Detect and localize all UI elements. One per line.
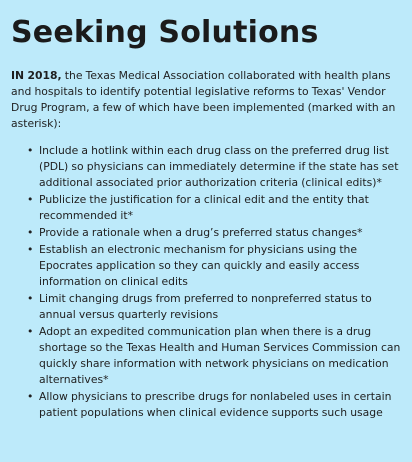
reform-list	[11, 143, 402, 421]
panel-title: Seeking Solutions	[11, 15, 319, 50]
intro-lead: IN 2018,	[11, 69, 62, 82]
intro-text: the Texas Medical Association collaborated with health plans and hospitals to identify potential legislative reforms to Texas' Vendor Drug Program, a few of which have been implemented (marked with an asterisk):	[11, 69, 396, 130]
list-item	[27, 324, 402, 388]
bullet-icon: •	[27, 193, 34, 206]
list-item-text: Publicize the justification for a clinical edit and the entity that recommended it*	[39, 193, 369, 222]
list-item-text: Adopt an expedited communication plan when there is a drug shortage so the Texas Health and Human Services Commission can quickly share information with network physicians on medication alternatives*	[39, 325, 401, 386]
list-item	[27, 192, 402, 224]
list-item	[27, 389, 402, 421]
list-item	[27, 291, 402, 323]
list-item-text: Establish an electronic mechanism for physicians using the Epocrates application so they can quickly and easily access information on clinical edits	[39, 243, 360, 288]
bullet-icon: •	[27, 390, 34, 403]
intro-paragraph	[11, 68, 402, 132]
bullet-icon: •	[27, 144, 34, 157]
bullet-icon: •	[27, 243, 34, 256]
list-item-text: Provide a rationale when a drug’s preferred status changes*	[39, 226, 363, 239]
bullet-icon: •	[27, 292, 34, 305]
list-item	[27, 143, 402, 191]
list-item	[27, 242, 402, 290]
list-item	[27, 225, 402, 241]
list-item-text: Limit changing drugs from preferred to nonpreferred status to annual versus quarterly revisions	[39, 292, 372, 321]
bullet-icon: •	[27, 325, 34, 338]
bullet-icon: •	[27, 226, 34, 239]
list-item-text: Include a hotlink within each drug class on the preferred drug list (PDL) so physicians can immediately determine if the state has set additional associated prior authorization criteria (clinical edits)*	[39, 144, 399, 189]
list-item-text: Allow physicians to prescribe drugs for nonlabeled uses in certain patient populations when clinical evidence supports such usage	[39, 390, 392, 419]
